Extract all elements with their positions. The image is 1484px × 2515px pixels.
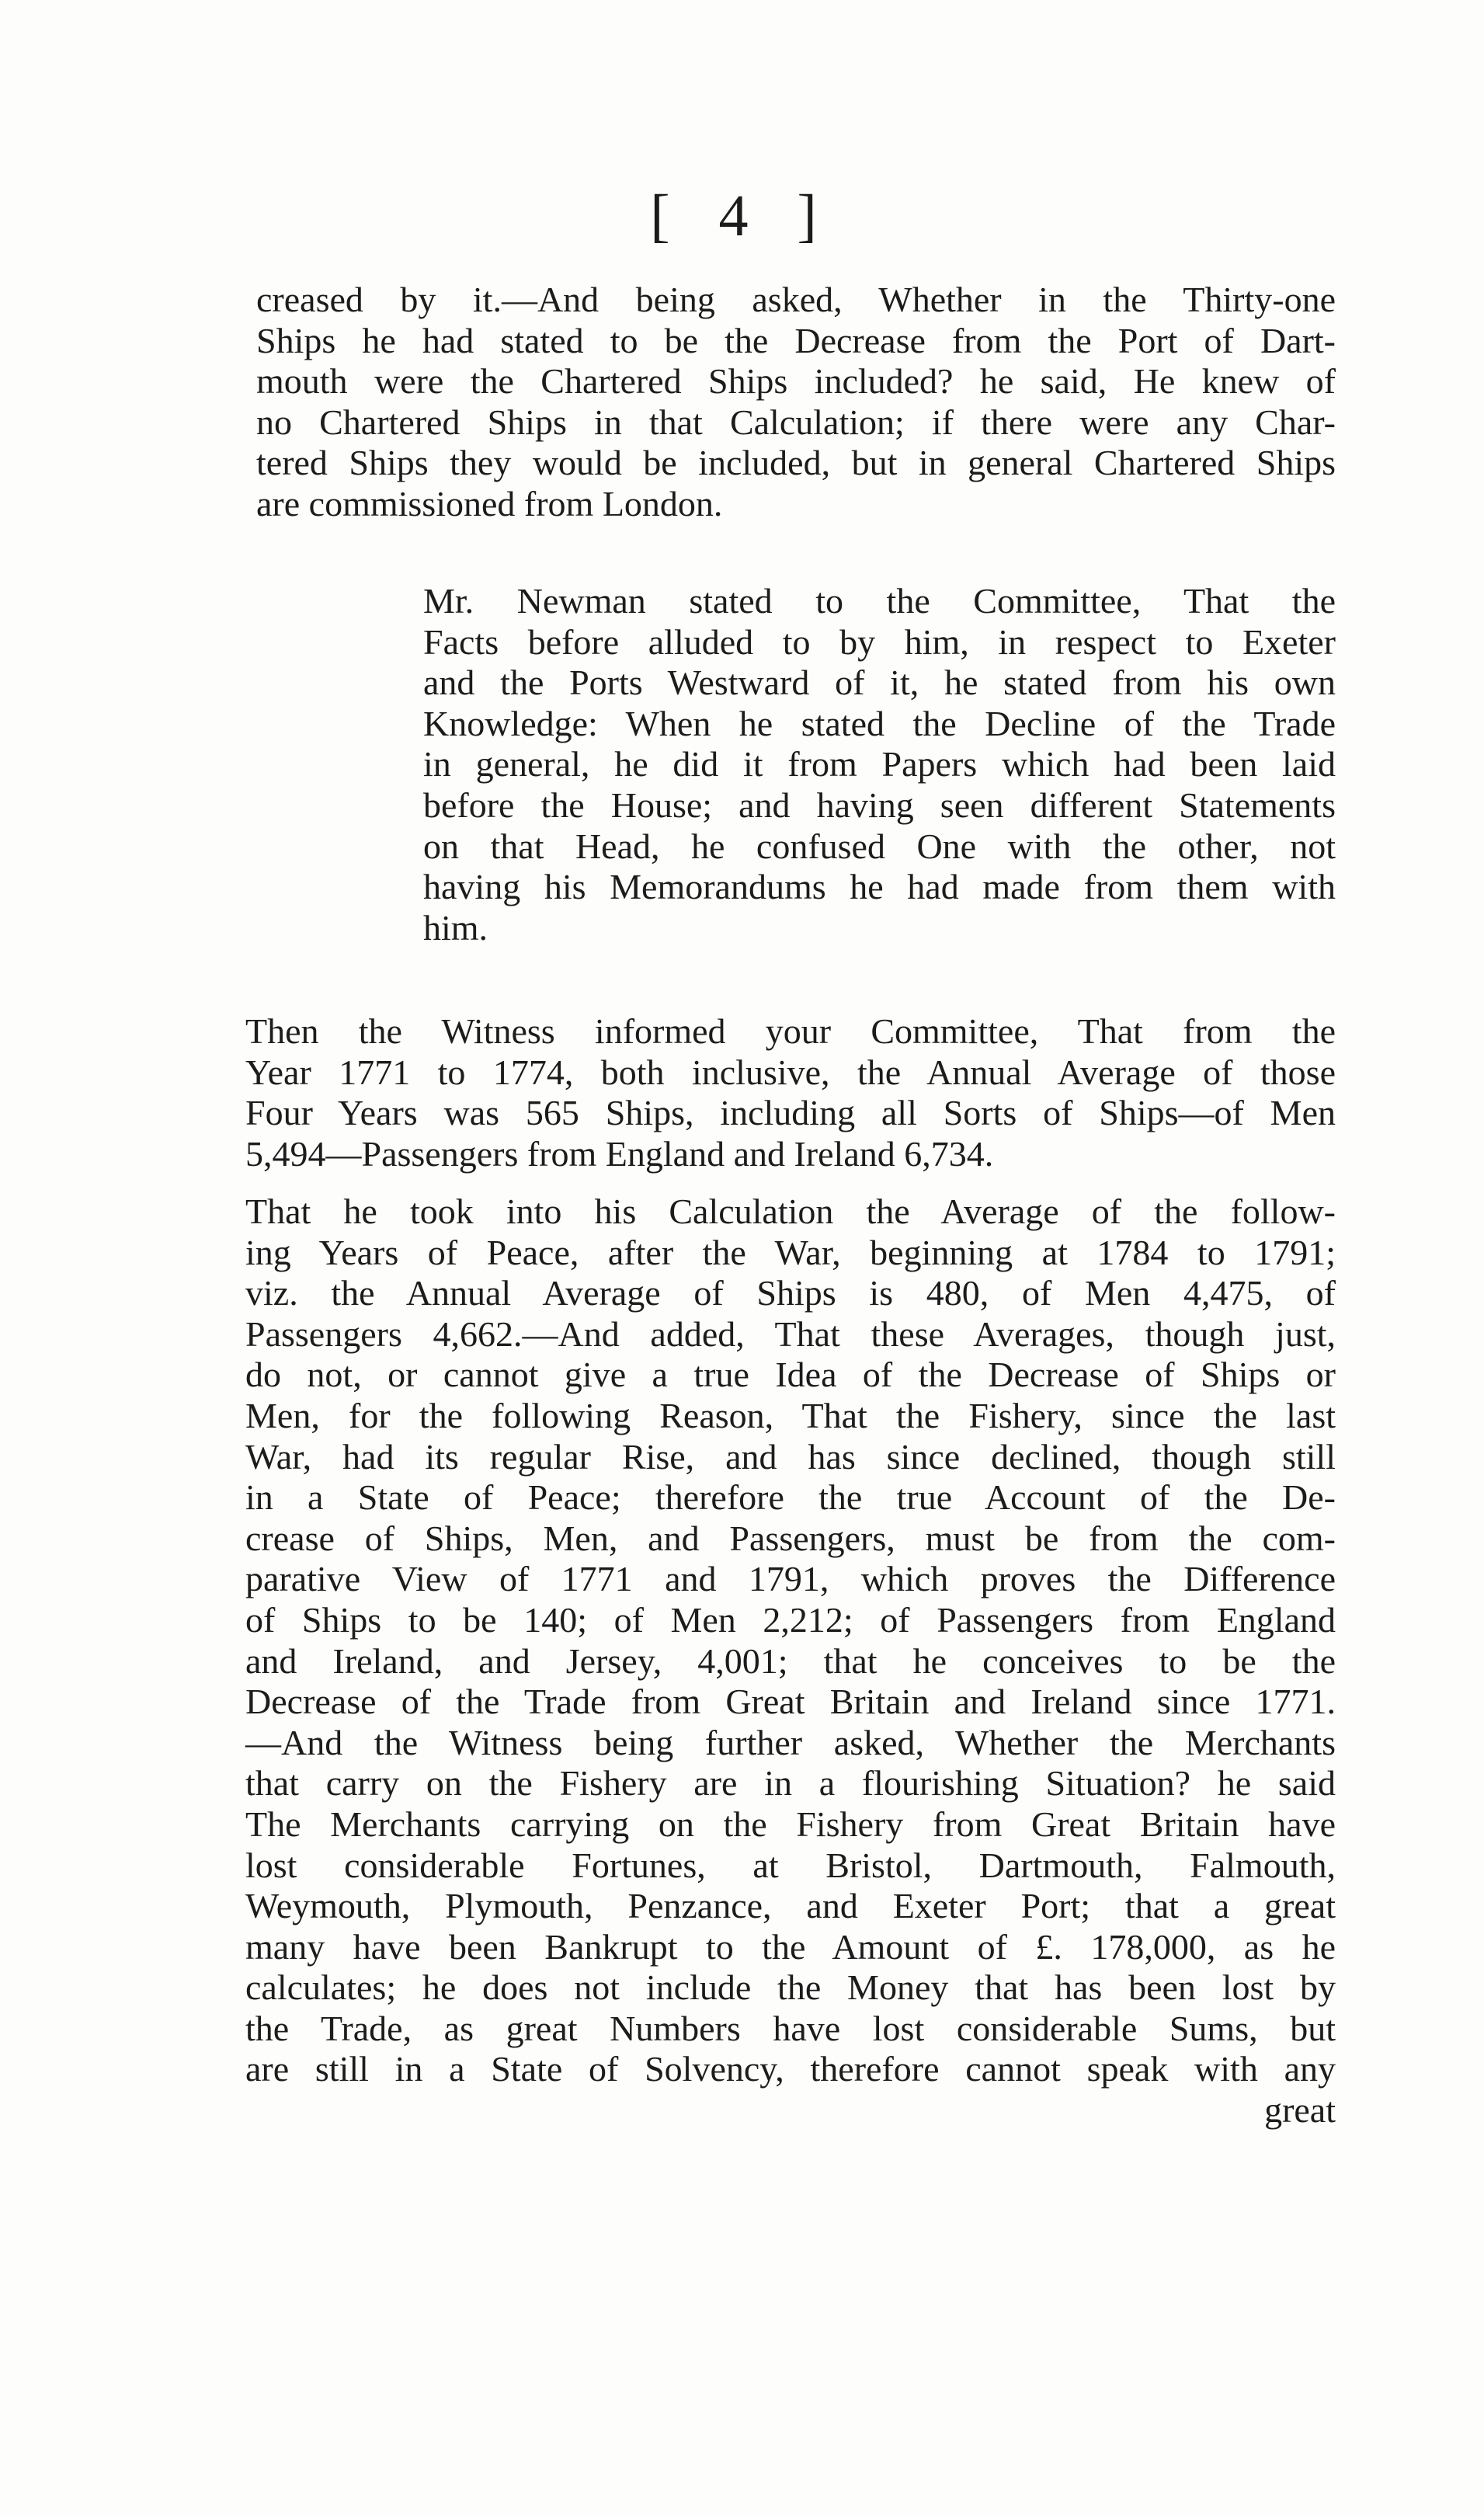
text-line: calculates; he does not include the Money that has been lost by bbox=[245, 1967, 1336, 2008]
text-line: 5,494—Passengers from England and Ireland 6,734. bbox=[245, 1133, 994, 1174]
text-line: Four Years was 565 Ships, including all Sorts of Ships—of Men bbox=[245, 1093, 1336, 1133]
text-line: viz. the Annual Average of Ships is 480, of Men 4,475, of bbox=[245, 1273, 1336, 1313]
text-line: are commissioned from London. bbox=[256, 483, 723, 524]
text-line: many have been Bankrupt to the Amount of £. 178,000, as he bbox=[245, 1926, 1336, 1967]
text-line: Year 1771 to 1774, both inclusive, the Annual Average of those bbox=[245, 1052, 1336, 1092]
text-line: crease of Ships, Men, and Passengers, must be from the com- bbox=[245, 1518, 1336, 1558]
text-line: Ships he had stated to be the Decrease from the Port of Dart- bbox=[256, 320, 1336, 360]
text-line: Facts before alluded to by him, in respect to Exeter bbox=[423, 621, 1336, 662]
text-line: Then the Witness informed your Committee, That from the bbox=[245, 1011, 1336, 1051]
text-line: in general, he did it from Papers which had been laid bbox=[423, 744, 1336, 784]
text-line: are still in a State of Solvency, therefore cannot speak with any bbox=[245, 2049, 1336, 2089]
text-line: no Chartered Ships in that Calculation; if there were any Char- bbox=[256, 402, 1336, 442]
paragraph-calculation bbox=[245, 1191, 1336, 2131]
catchword: great bbox=[1264, 2090, 1336, 2131]
text-line: Passengers 4,662.—And added, That these Averages, though just, bbox=[245, 1313, 1336, 1354]
text-line: The Merchants carrying on the Fishery from Great Britain have bbox=[245, 1804, 1336, 1844]
text-line: on that Head, he confused One with the other, not bbox=[423, 826, 1336, 866]
page-number: [ 4 ] bbox=[650, 183, 834, 249]
text-line: —And the Witness being further asked, Whether the Merchants bbox=[245, 1722, 1336, 1762]
text-line: of Ships to be 140; of Men 2,212; of Passengers from England bbox=[245, 1599, 1336, 1640]
text-line: that carry on the Fishery are in a flourishing Situation? he said bbox=[245, 1763, 1336, 1804]
text-line: mouth were the Chartered Ships included? he said, He knew of bbox=[256, 361, 1336, 402]
text-line: Decrease of the Trade from Great Britain and Ireland since 1771. bbox=[245, 1682, 1336, 1722]
text-line: Mr. Newman stated to the Committee, That the bbox=[423, 581, 1336, 621]
paragraph-newman-statement bbox=[423, 581, 1336, 948]
paragraph-witness-answer bbox=[256, 280, 1336, 525]
text-line: creased by it.—And being asked, Whether in the Thirty-one bbox=[256, 280, 1336, 319]
text-line: and the Ports Westward of it, he stated from his own bbox=[423, 663, 1336, 703]
text-line: having his Memorandums he had made from them with bbox=[423, 867, 1336, 907]
text-line: do not, or cannot give a true Idea of the Decrease of Ships or bbox=[245, 1355, 1336, 1395]
text-line: parative View of 1771 and 1791, which proves the Difference bbox=[245, 1559, 1336, 1599]
text-line: Men, for the following Reason, That the Fishery, since the last bbox=[245, 1395, 1336, 1435]
text-line: ing Years of Peace, after the War, beginning at 1784 to 1791; bbox=[245, 1232, 1336, 1272]
text-line: Weymouth, Plymouth, Penzance, and Exeter Port; that a great bbox=[245, 1886, 1336, 1926]
text-line: in a State of Peace; therefore the true Account of the De- bbox=[245, 1477, 1336, 1518]
text-line: Knowledge: When he stated the Decline of the Trade bbox=[423, 703, 1336, 743]
paragraph-annual-average bbox=[245, 1011, 1336, 1174]
text-line: War, had its regular Rise, and has since declined, though still bbox=[245, 1436, 1336, 1477]
text-line: him. bbox=[423, 907, 488, 948]
text-line: and Ireland, and Jersey, 4,001; that he conceives to be the bbox=[245, 1640, 1336, 1681]
text-line: tered Ships they would be included, but in general Chartered Ships bbox=[256, 443, 1336, 483]
text-line: before the House; and having seen different Statements bbox=[423, 784, 1336, 825]
text-line: That he took into his Calculation the Average of the follow- bbox=[245, 1191, 1336, 1231]
text-line: the Trade, as great Numbers have lost considerable Sums, but bbox=[245, 2008, 1336, 2048]
text-line: lost considerable Fortunes, at Bristol, Dartmouth, Falmouth, bbox=[245, 1845, 1336, 1885]
